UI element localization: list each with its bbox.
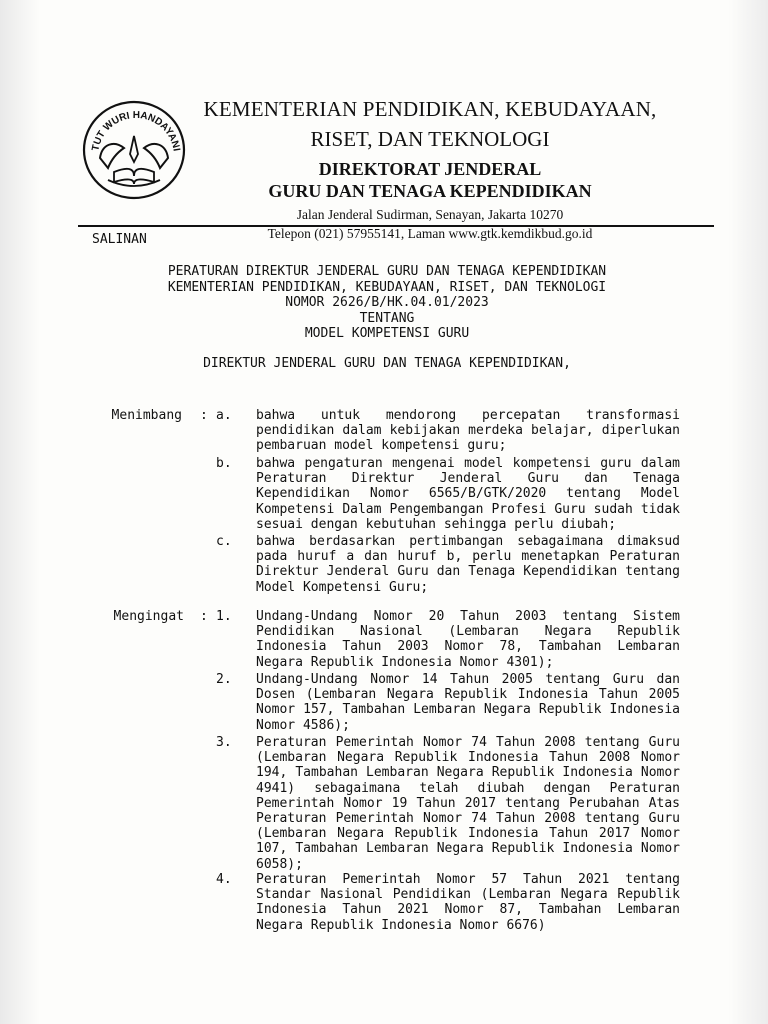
letterhead-divider — [78, 225, 714, 227]
tut-wuri-handayani-logo — [78, 96, 190, 200]
item-text: Undang-Undang Nomor 20 Tahun 2003 tentang Sistem Pendidikan Nasional (Lembaran Negara Republik Indonesia Tahun 2003 Nomor 78, Tambahan Lembaran Negara Republik Indonesia Nomor 4301); — [256, 609, 680, 670]
letterhead — [180, 96, 680, 242]
item-number: 4. — [216, 872, 232, 887]
item-number: a. — [216, 408, 232, 423]
item-text: bahwa untuk mendorong percepatan transformasi pendidikan dalam kebijakan merdeka belajar, diperlukan pembaruan model kompetensi guru; — [256, 408, 680, 454]
title-line1: PERATURAN DIREKTUR JENDERAL GURU DAN TENAGA KEPENDIDIKAN — [167, 264, 607, 279]
directorate-line2: GURU DAN TENAGA KEPENDIDIKAN — [268, 181, 592, 201]
official-heading: DIREKTUR JENDERAL GURU DAN TENAGA KEPENDIDIKAN, — [203, 356, 571, 371]
item-text: bahwa berdasarkan pertimbangan sebagaimana dimaksud pada huruf a dan huruf b, perlu menetapkan Peraturan Direktur Jenderal Guru dan Tenaga Kependidikan tentang Model Kompetensi Guru; — [256, 534, 680, 595]
address: Jalan Jenderal Sudirman, Senayan, Jakarta 10270 — [296, 207, 564, 222]
item-number: 1. — [216, 609, 232, 624]
title-line2: KEMENTERIAN PENDIDIKAN, KEBUDAYAAN, RISET, DAN TEKNOLOGI — [167, 279, 607, 295]
mengingat-colon: : — [200, 609, 208, 624]
title-line5: MODEL KOMPETENSI GURU — [304, 326, 470, 341]
item-number: c. — [216, 534, 232, 549]
title-line4: TENTANG — [359, 310, 415, 326]
item-number: b. — [216, 456, 232, 471]
title-line3: NOMOR 2626/B/HK.04.01/2023 — [285, 295, 489, 310]
item-text: Peraturan Pemerintah Nomor 57 Tahun 2021 tentang Standar Nasional Pendidikan (Lembaran Negara Republik Indonesia Tahun 2021 Nomor 87, Tambahan Lembaran Negara Republik Indonesia Nomor 6676) — [256, 872, 680, 933]
menimbang-label: Menimbang — [111, 408, 182, 423]
item-text: bahwa pengaturan mengenai model kompetensi guru dalam Peraturan Direktur Jenderal Guru dan Tenaga Kependidikan Nomor 6565/B/GTK/2020 tentang Model Kompetensi Dalam Pengembangan Profesi Guru sudah tidak sesuai dengan kebutuhan sehingga perlu diubah; — [256, 456, 680, 532]
item-text: Undang-Undang Nomor 14 Tahun 2005 tentang Guru dan Dosen (Lembaran Negara Republik Indonesia Tahun 2005 Nomor 157, Tambahan Lembaran Negara Republik Indonesia Nomor 4586); — [256, 672, 680, 733]
item-number: 3. — [216, 735, 232, 750]
svg-text:TUT WURI HANDAYANI: TUT WURI HANDAYANI — [90, 109, 182, 153]
mengingat-label: Mengingat — [113, 609, 184, 624]
menimbang-colon: : — [200, 408, 208, 423]
item-text: Peraturan Pemerintah Nomor 74 Tahun 2008 tentang Guru (Lembaran Negara Republik Indonesia Tahun 2008 Nomor 194, Tambahan Lembaran Negara Republik Indonesia Nomor 4941) sebagaimana telah diubah dengan Peraturan Pemerintah Nomor 19 Tahun 2017 tentang Perubahan Atas Peraturan Pemerintah Nomor 74 Tahun 2008 tentang Guru (Lembaran Negara Republik Indonesia Tahun 2017 Nomor 107, Tambahan Lembaran Negara Republik Indonesia Nomor 6058); — [256, 735, 680, 872]
copy-label: SALINAN — [92, 232, 147, 247]
regulation-title — [82, 264, 692, 342]
item-number: 2. — [216, 672, 232, 687]
ministry-name-line1: KEMENTERIAN PENDIDIKAN, KEBUDAYAAN, — [203, 97, 657, 121]
contact-info: Telepon (021) 57955141, Laman www.gtk.kemdikbud.go.id — [267, 226, 593, 241]
ministry-name-line2: RISET, DAN TEKNOLOGI — [310, 127, 550, 151]
directorate-line1: DIREKTORAT JENDERAL — [318, 159, 542, 179]
